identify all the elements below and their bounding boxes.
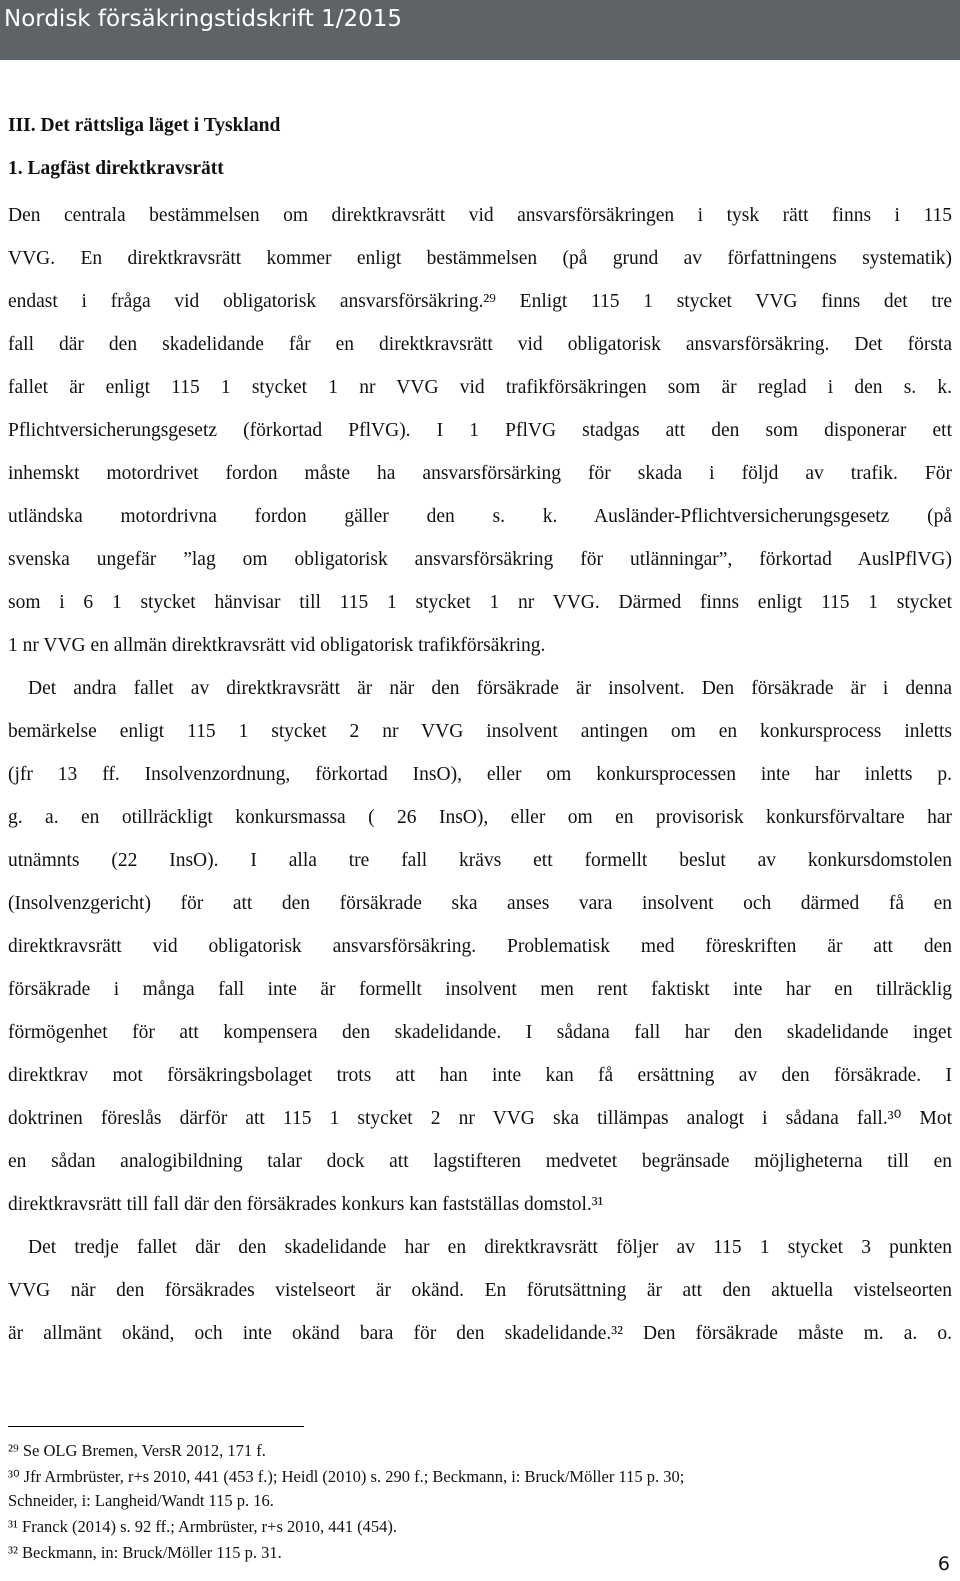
footnote-divider <box>8 1426 304 1427</box>
footnote-continuation: Schneider, i: Langheid/Wandt 115 p. 16. <box>8 1491 274 1510</box>
body-line: en sådan analogibildning talar dock att lagstifteren medvetet begränsade möjligheterna till en <box>8 1151 952 1172</box>
body-line: som i 6 1 stycket hänvisar till 115 1 stycket 1 nr VVG. Därmed finns enligt 115 1 stycket <box>8 592 952 613</box>
body-line: direktkravsrätt till fall där den försäkrades konkurs kan fastställas domstol.³¹ <box>8 1194 604 1215</box>
body-line: direktkravsrätt vid obligatorisk ansvarsförsäkring. Problematisk med föreskriften är att den <box>8 936 952 957</box>
body-line: förmögenhet för att kompensera den skadelidande. I sådana fall har den skadelidande inget <box>8 1022 952 1043</box>
body-line: Den centrala bestämmelsen om direktkravsrätt vid ansvarsförsäkringen i tysk rätt finns i 115 <box>8 205 952 226</box>
body-line: inhemskt motordrivet fordon måste ha ansvarsförsärking för skada i följd av trafik. För <box>8 463 952 484</box>
body-line: (jfr 13 ff. Insolvenzordnung, förkortad InsO), eller om konkursprocessen inte har inletts p. <box>8 764 952 785</box>
subsection-heading: 1. Lagfäst direktkravsrätt <box>8 158 224 179</box>
body-line: utnämnts (22 InsO). I alla tre fall krävs ett formellt beslut av konkursdomstolen <box>8 850 952 871</box>
section-heading: III. Det rättsliga läget i Tyskland <box>8 115 281 136</box>
journal-title: Nordisk försäkringstidskrift 1/2015 <box>4 6 403 32</box>
body-line: Det tredje fallet där den skadelidande har en direktkravsrätt följer av 115 1 stycket 3 punkten <box>28 1237 952 1258</box>
body-line: 1 nr VVG en allmän direktkravsrätt vid obligatorisk trafikförsäkring. <box>8 635 546 656</box>
body-line: utländska motordrivna fordon gäller den s. k. Ausländer-Pflichtversicherungsgesetz (på <box>8 506 952 527</box>
footnote: ³¹ Franck (2014) s. 92 ff.; Armbrüster, r+s 2010, 441 (454). <box>8 1517 397 1536</box>
body-line: VVG. En direktkravsrätt kommer enligt bestämmelsen (på grund av författningens systematik) <box>8 248 952 269</box>
footnote: ³⁰ Jfr Armbrüster, r+s 2010, 441 (453 f.); Heidl (2010) s. 290 f.; Beckmann, i: Bruck/Möller 115 p. 30; <box>8 1467 685 1486</box>
journal-header-band <box>0 0 960 60</box>
body-line: (Insolvenzgericht) för att den försäkrade ska anses vara insolvent och därmed få en <box>8 893 952 914</box>
body-line: g. a. en otillräckligt konkursmassa ( 26 InsO), eller om en provisorisk konkursförvaltare har <box>8 807 952 828</box>
body-line: bemärkelse enligt 115 1 stycket 2 nr VVG insolvent antingen om en konkursprocess inletts <box>8 721 952 742</box>
body-line: direktkrav mot försäkringsbolaget trots att han inte kan få ersättning av den försäkrade. I <box>8 1065 952 1086</box>
footnote: ³² Beckmann, in: Bruck/Möller 115 p. 31. <box>8 1543 282 1562</box>
body-line: endast i fråga vid obligatorisk ansvarsförsäkring.²⁹ Enligt 115 1 stycket VVG finns det tre <box>8 291 952 312</box>
body-line: är allmänt okänd, och inte okänd bara för den skadelidande.³² Den försäkrade måste m. a. o. <box>8 1323 952 1344</box>
body-line: Pflichtversicherungsgesetz (förkortad PflVG). I 1 PflVG stadgas att den som disponerar ett <box>8 420 952 441</box>
body-line: fall där den skadelidande får en direktkravsrätt vid obligatorisk ansvarsförsäkring. Det första <box>8 334 952 355</box>
footnote: ²⁹ Se OLG Bremen, VersR 2012, 171 f. <box>8 1441 266 1460</box>
page-number: 6 <box>937 1553 950 1575</box>
body-line: fallet är enligt 115 1 stycket 1 nr VVG vid trafikförsäkringen som är reglad i den s. k. <box>8 377 952 398</box>
body-line: doktrinen föreslås därför att 115 1 stycket 2 nr VVG ska tillämpas analogt i sådana fall.³⁰ Mot <box>8 1108 952 1129</box>
body-line: VVG när den försäkrades vistelseort är okänd. En förutsättning är att den aktuella vistelseorten <box>8 1280 952 1301</box>
body-line: Det andra fallet av direktkravsrätt är när den försäkrade är insolvent. Den försäkrade är i denna <box>28 678 952 699</box>
body-line: svenska ungefär ”lag om obligatorisk ansvarsförsäkring för utlänningar”, förkortad AuslPflVG) <box>8 549 952 570</box>
body-line: försäkrade i många fall inte är formellt insolvent men rent faktiskt inte har en tillräcklig <box>8 979 952 1000</box>
